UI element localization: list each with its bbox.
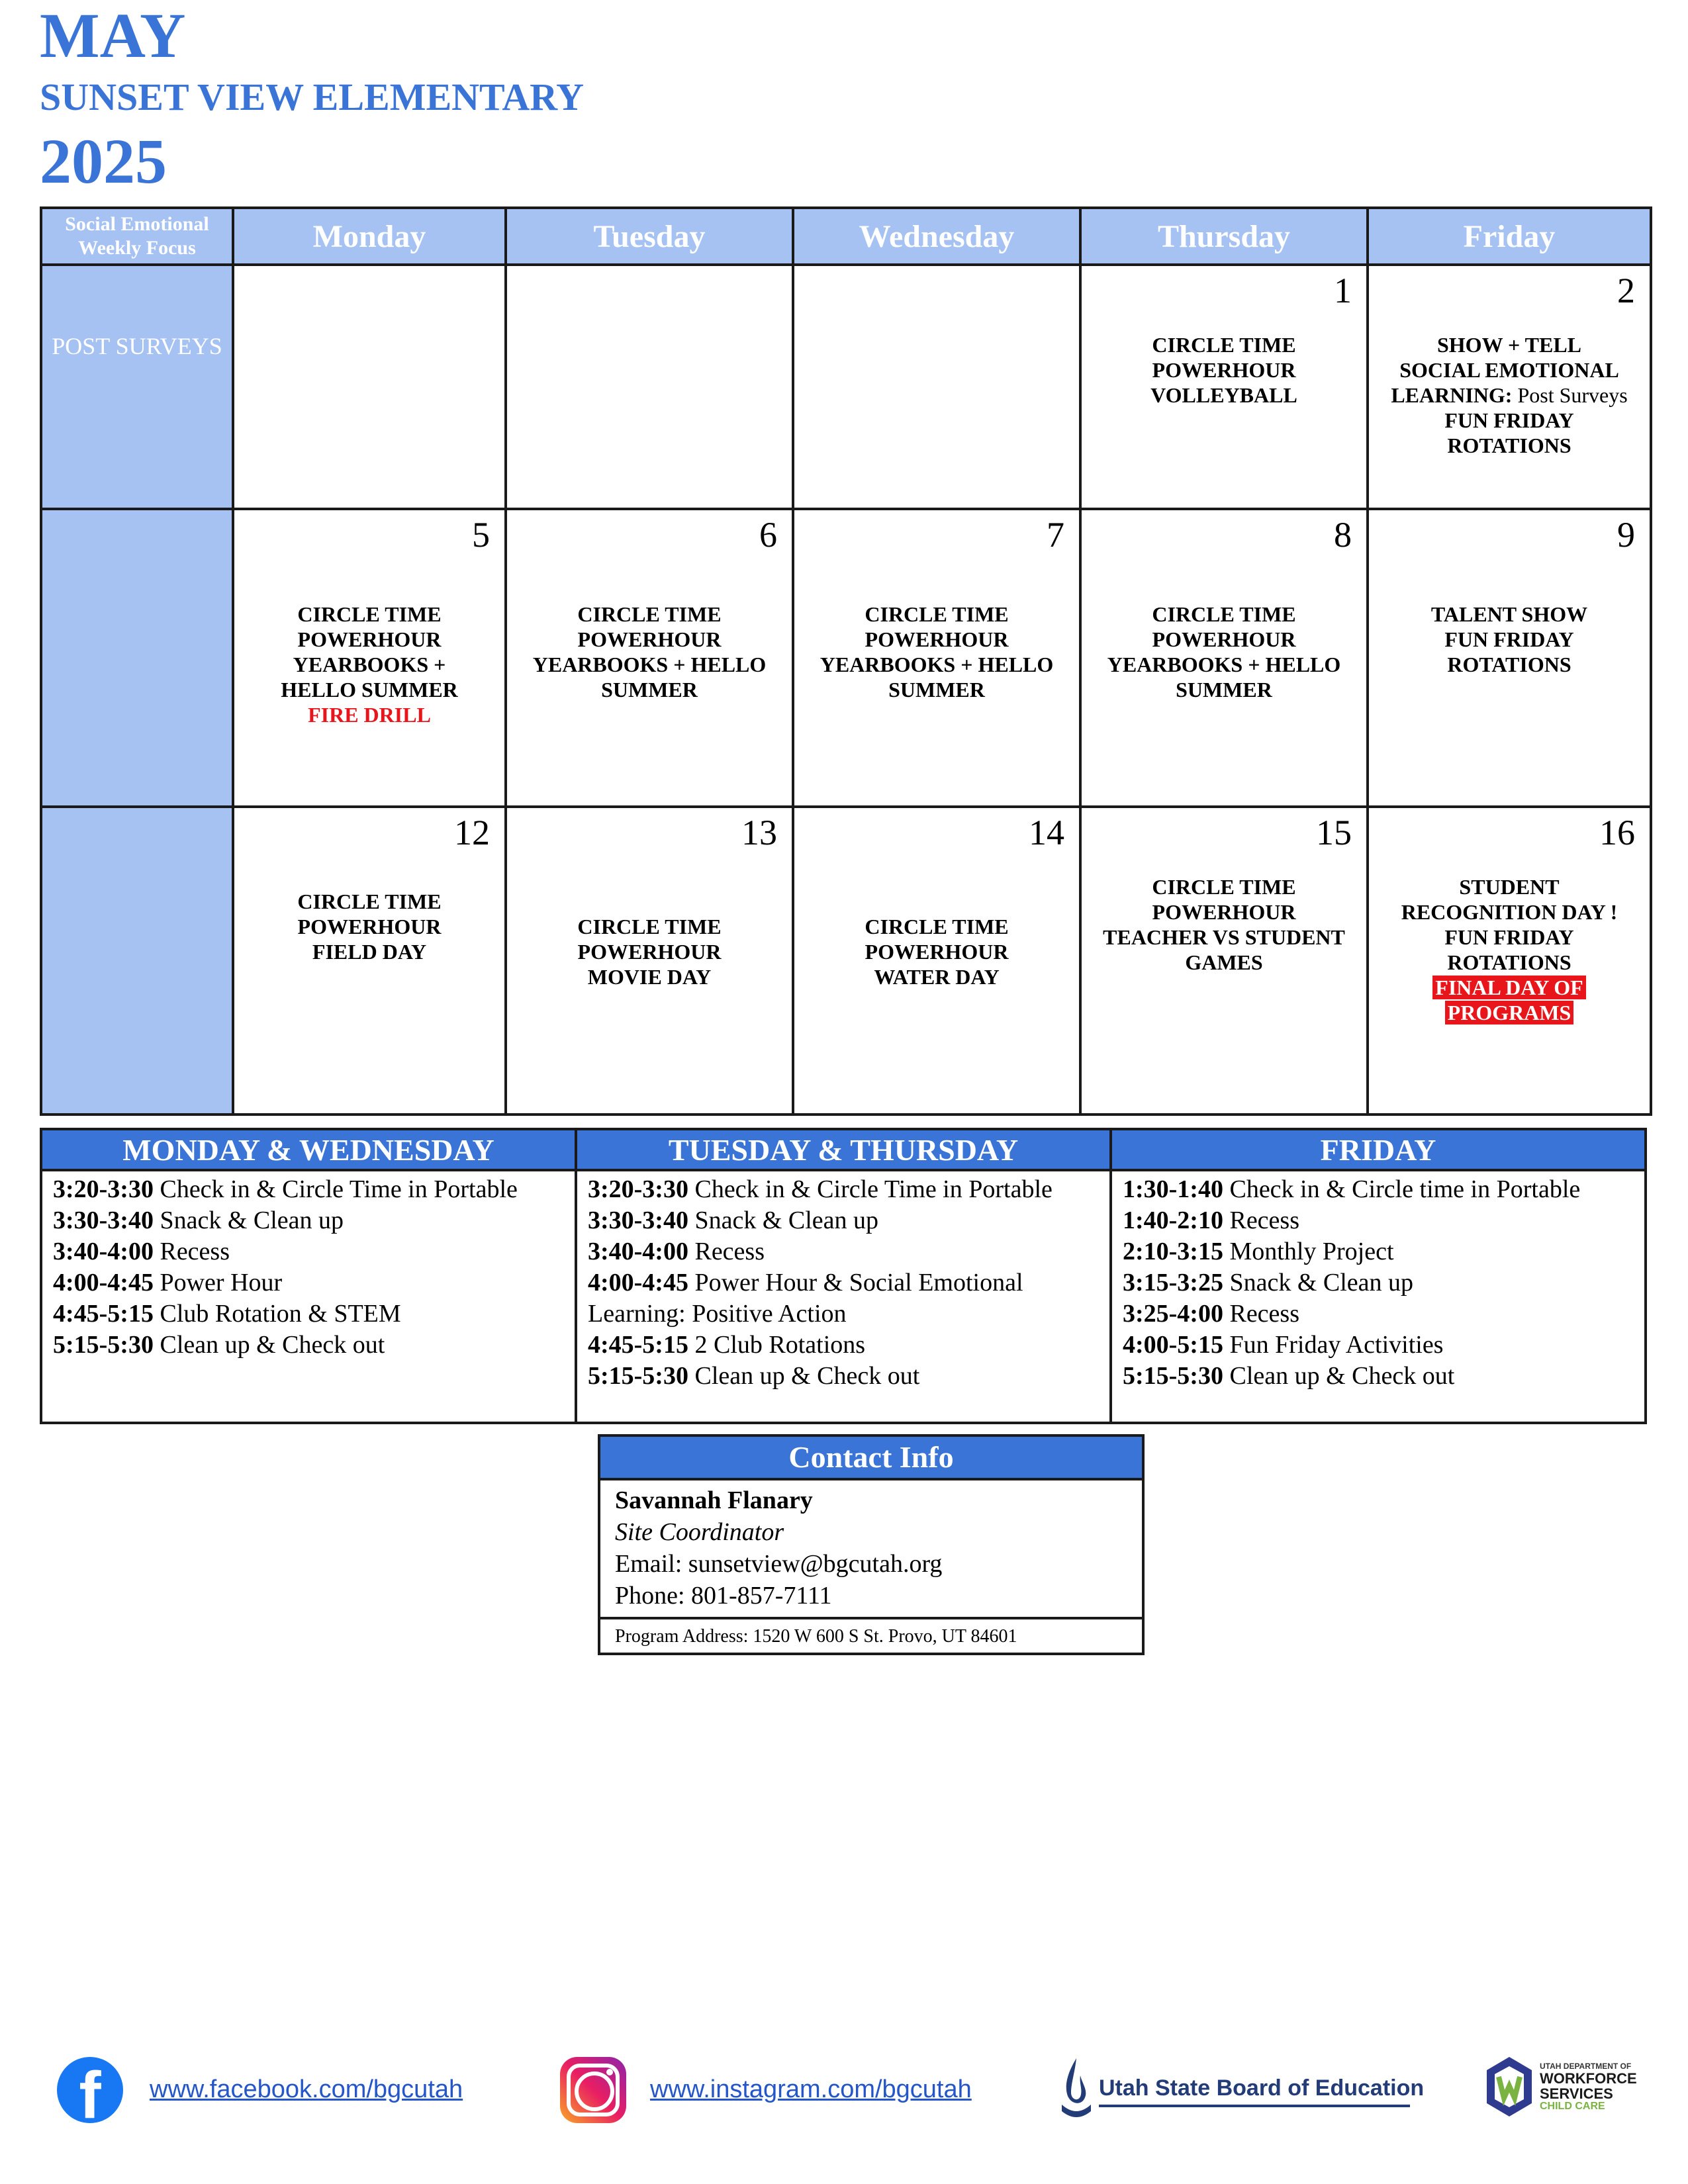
schedule-item	[588, 1236, 1099, 1267]
contact-name: Savannah Flanary	[615, 1486, 813, 1514]
week-1-focus	[41, 265, 233, 509]
event-line: POWERHOUR	[297, 914, 442, 938]
day-cell-9	[1368, 509, 1651, 806]
day-cell-2	[1368, 265, 1651, 509]
schedule-header-friday: FRIDAY	[1111, 1129, 1646, 1170]
schedule-item	[53, 1205, 564, 1236]
schedule-item	[588, 1330, 1099, 1361]
contact-phone[interactable]: Phone: 801-857-7111	[615, 1582, 832, 1610]
schedule-activity: Recess	[688, 1238, 765, 1265]
event-line: POWERHOUR	[865, 939, 1009, 964]
schedule-item	[1123, 1298, 1634, 1330]
year-title: 2025	[40, 126, 167, 197]
calendar-week-1	[41, 265, 1651, 509]
schedule-item	[588, 1205, 1099, 1236]
schedule-activity: Snack & Clean up	[153, 1206, 344, 1234]
day-number: 6	[759, 515, 777, 555]
event-line: CIRCLE TIME	[297, 889, 442, 913]
usbe-logo	[1056, 2052, 1096, 2124]
event-detail: Post Surveys	[1512, 383, 1628, 408]
schedule-item	[1123, 1361, 1634, 1392]
event-line: RECOGNITION DAY !	[1401, 899, 1618, 924]
focus-column-header: Social Emotional Weekly Focus	[41, 208, 233, 265]
schedule-item	[53, 1267, 564, 1298]
schedule-list-friday	[1111, 1170, 1646, 1423]
schedule-time: 1:30-1:40	[1123, 1175, 1223, 1203]
event-line: CIRCLE TIME	[577, 602, 722, 627]
day-events	[1082, 602, 1366, 702]
schedule-item	[53, 1236, 564, 1267]
day-cell-14	[793, 807, 1080, 1115]
calendar-header-row	[41, 208, 1651, 265]
day-header-thursday: Thursday	[1080, 208, 1368, 265]
event-line: WATER DAY	[874, 964, 1000, 989]
day-events	[1082, 874, 1366, 975]
day-events	[234, 602, 504, 727]
event-line: YEARBOOKS +	[293, 653, 446, 677]
day-header-wednesday: Wednesday	[793, 208, 1080, 265]
schedule-activity: Check in & Circle Time in Portable	[153, 1175, 518, 1203]
school-name: SUNSET VIEW ELEMENTARY	[40, 75, 585, 118]
schedule-time: 4:00-4:45	[53, 1269, 154, 1297]
schedule-item	[53, 1174, 564, 1205]
dws-line-4: CHILD CARE	[1540, 2100, 1605, 2112]
event-line: CIRCLE TIME	[865, 602, 1009, 627]
day-events	[794, 914, 1079, 989]
day-number: 14	[1029, 812, 1064, 852]
schedule-item	[588, 1267, 1099, 1330]
event-line: ROTATIONS	[1447, 950, 1571, 974]
event-line: POWERHOUR	[1152, 899, 1296, 924]
schedule-item	[1123, 1330, 1634, 1361]
day-number: 5	[472, 515, 490, 555]
schedule-activity: Check in & Circle time in Portable	[1223, 1175, 1581, 1203]
schedule-item	[53, 1330, 564, 1361]
event-line: CIRCLE TIME	[577, 914, 722, 938]
instagram-link[interactable]: www.instagram.com/bgcutah	[650, 2075, 972, 2103]
schedule-time: 4:45-5:15	[588, 1331, 688, 1359]
day-number: 13	[741, 812, 777, 852]
event-line	[1369, 1000, 1650, 1025]
day-cell-5	[233, 509, 506, 806]
schedule-header-mon-wed: MONDAY & WEDNESDAY	[41, 1129, 576, 1170]
schedule-activity: Snack & Clean up	[688, 1206, 879, 1234]
program-address: Program Address: 1520 W 600 S St. Provo, UT 84601	[600, 1617, 1142, 1653]
event-line: TEACHER VS STUDENT	[1103, 925, 1345, 949]
schedule-activity: Monthly Project	[1223, 1238, 1394, 1265]
schedule-time: 5:15-5:30	[53, 1331, 154, 1359]
dws-line-1: UTAH DEPARTMENT OF	[1540, 2062, 1632, 2071]
event-line: POWERHOUR	[577, 627, 722, 652]
event-line: YEARBOOKS + HELLO	[820, 653, 1054, 677]
day-number: 1	[1334, 271, 1352, 311]
facebook-link[interactable]: www.facebook.com/bgcutah	[150, 2075, 463, 2103]
event-line: SUMMER	[888, 678, 985, 702]
event-line: POWERHOUR	[577, 939, 722, 964]
event-line: FIELD DAY	[312, 939, 427, 964]
event-line: ROTATIONS	[1447, 433, 1571, 458]
day-cell-empty	[506, 265, 793, 509]
day-cell-empty	[793, 265, 1080, 509]
day-events	[1369, 602, 1650, 677]
event-line: POWERHOUR	[297, 627, 442, 652]
schedule-list-mon-wed	[41, 1170, 576, 1423]
day-events	[1369, 874, 1650, 1025]
schedule-time: 3:20-3:30	[588, 1175, 688, 1203]
day-cell-13	[506, 807, 793, 1115]
dws-text	[1540, 2062, 1637, 2113]
event-line: CIRCLE TIME	[1152, 602, 1296, 627]
event-line	[1369, 975, 1650, 1000]
schedule-time: 4:00-4:45	[588, 1269, 688, 1297]
day-cell-7	[793, 509, 1080, 806]
event-line: POWERHOUR	[1152, 627, 1296, 652]
day-number: 12	[454, 812, 490, 852]
day-cell-8	[1080, 509, 1368, 806]
event-line: CIRCLE TIME	[1152, 874, 1296, 899]
day-number: 15	[1316, 812, 1352, 852]
calendar-grid	[40, 206, 1652, 1116]
schedule-time: 3:30-3:40	[588, 1206, 688, 1234]
fire-drill-alert: FIRE DRILL	[308, 703, 431, 727]
schedule-item	[588, 1361, 1099, 1392]
event-line: CIRCLE TIME	[297, 602, 442, 627]
event-line	[1369, 383, 1650, 408]
event-line: YEARBOOKS + HELLO	[532, 653, 767, 677]
schedule-item	[1123, 1174, 1634, 1205]
week-1-focus-text: POST SURVEYS	[52, 333, 222, 360]
event-line: STUDENT	[1459, 874, 1560, 899]
event-line: FUN FRIDAY	[1444, 627, 1574, 652]
schedule-time: 3:40-4:00	[588, 1238, 688, 1265]
day-events	[507, 602, 792, 702]
usbe-name: Utah State Board of Education	[1099, 2075, 1425, 2101]
dws-line-3: SERVICES	[1540, 2085, 1613, 2102]
instagram-icon[interactable]	[560, 2057, 626, 2123]
schedule-item	[1123, 1236, 1634, 1267]
day-cell-15	[1080, 807, 1368, 1115]
schedule-activity: Power Hour & Social Emotional Learning: Positive Action	[588, 1269, 1023, 1328]
dws-line-2: WORKFORCE	[1540, 2070, 1637, 2087]
day-number: 8	[1334, 515, 1352, 555]
contact-info-box	[598, 1434, 1145, 1655]
calendar-week-2	[41, 509, 1651, 806]
day-events	[1082, 332, 1366, 408]
schedule-time: 1:40-2:10	[1123, 1206, 1223, 1234]
schedule-time: 5:15-5:30	[1123, 1362, 1223, 1390]
event-line: FUN FRIDAY	[1444, 408, 1574, 433]
daily-schedule	[40, 1128, 1647, 1424]
day-header-tuesday: Tuesday	[506, 208, 793, 265]
schedule-body-row	[41, 1170, 1646, 1423]
schedule-activity: Recess	[1223, 1206, 1299, 1234]
schedule-time: 2:10-3:15	[1123, 1238, 1223, 1265]
day-number: 2	[1617, 271, 1635, 311]
day-cell-12	[233, 807, 506, 1115]
event-line: GAMES	[1185, 950, 1263, 974]
schedule-time: 3:20-3:30	[53, 1175, 154, 1203]
schedule-activity: Clean up & Check out	[688, 1362, 920, 1390]
facebook-icon[interactable]: f	[57, 2057, 123, 2123]
schedule-list-tue-thu	[576, 1170, 1111, 1423]
schedule-time: 3:40-4:00	[53, 1238, 154, 1265]
event-line: TALENT SHOW	[1430, 602, 1588, 627]
schedule-time: 5:15-5:30	[588, 1362, 688, 1390]
event-line: CIRCLE TIME	[1152, 333, 1296, 357]
event-line: POWERHOUR	[865, 627, 1009, 652]
schedule-item	[1123, 1267, 1634, 1298]
schedule-time: 3:25-4:00	[1123, 1300, 1223, 1328]
contact-info-title: Contact Info	[600, 1437, 1142, 1480]
event-line: SOCIAL EMOTIONAL	[1399, 358, 1619, 383]
week-2-focus	[41, 509, 233, 806]
week-3-focus	[41, 807, 233, 1115]
schedule-item	[1123, 1205, 1634, 1236]
schedule-activity: Check in & Circle Time in Portable	[688, 1175, 1053, 1203]
event-line: HELLO SUMMER	[281, 678, 458, 702]
contact-info-body	[600, 1480, 1142, 1617]
schedule-time: 3:15-3:25	[1123, 1269, 1223, 1297]
event-line: POWERHOUR	[1152, 358, 1296, 383]
schedule-header-row	[41, 1129, 1646, 1170]
schedule-item	[53, 1298, 564, 1330]
final-day-alert: PROGRAMS	[1445, 1001, 1574, 1024]
day-header-friday: Friday	[1368, 208, 1651, 265]
day-cell-1	[1080, 265, 1368, 509]
day-cell-6	[506, 509, 793, 806]
day-number: 16	[1599, 812, 1635, 852]
schedule-activity: Power Hour	[153, 1269, 283, 1297]
final-day-alert: FINAL DAY OF	[1432, 976, 1585, 999]
schedule-activity: Clean up & Check out	[153, 1331, 385, 1359]
schedule-activity: Snack & Clean up	[1223, 1269, 1414, 1297]
usbe-underline	[1099, 2105, 1410, 2107]
day-events	[1369, 332, 1650, 458]
schedule-time: 3:30-3:40	[53, 1206, 154, 1234]
event-line: FUN FRIDAY	[1444, 925, 1574, 949]
month-title: MAY	[40, 0, 186, 71]
dws-logo	[1483, 2052, 1536, 2124]
day-cell-empty	[233, 265, 506, 509]
event-line: SHOW + TELL	[1436, 333, 1582, 357]
event-line: MOVIE DAY	[587, 964, 712, 989]
event-line: ROTATIONS	[1447, 653, 1571, 677]
schedule-activity: Clean up & Check out	[1223, 1362, 1455, 1390]
contact-email[interactable]: Email: sunsetview@bgcutah.org	[615, 1550, 943, 1578]
schedule-time: 4:00-5:15	[1123, 1331, 1223, 1359]
schedule-activity: Fun Friday Activities	[1223, 1331, 1444, 1359]
event-line: SUMMER	[601, 678, 698, 702]
contact-role: Site Coordinator	[615, 1518, 784, 1546]
day-header-monday: Monday	[233, 208, 506, 265]
event-line: YEARBOOKS + HELLO	[1107, 653, 1341, 677]
day-events	[507, 914, 792, 989]
event-label: LEARNING:	[1391, 383, 1513, 408]
day-events	[794, 602, 1079, 702]
day-cell-16	[1368, 807, 1651, 1115]
day-events	[234, 889, 504, 964]
schedule-activity: 2 Club Rotations	[688, 1331, 866, 1359]
schedule-activity: Club Rotation & STEM	[153, 1300, 401, 1328]
event-line: VOLLEYBALL	[1150, 383, 1297, 408]
event-line: CIRCLE TIME	[865, 914, 1009, 938]
day-number: 9	[1617, 515, 1635, 555]
schedule-activity: Recess	[153, 1238, 230, 1265]
schedule-item	[588, 1174, 1099, 1205]
schedule-activity: Recess	[1223, 1300, 1299, 1328]
schedule-time: 4:45-5:15	[53, 1300, 154, 1328]
schedule-header-tue-thu: TUESDAY & THURSDAY	[576, 1129, 1111, 1170]
calendar-week-3	[41, 807, 1651, 1115]
event-line: SUMMER	[1176, 678, 1272, 702]
day-number: 7	[1047, 515, 1064, 555]
